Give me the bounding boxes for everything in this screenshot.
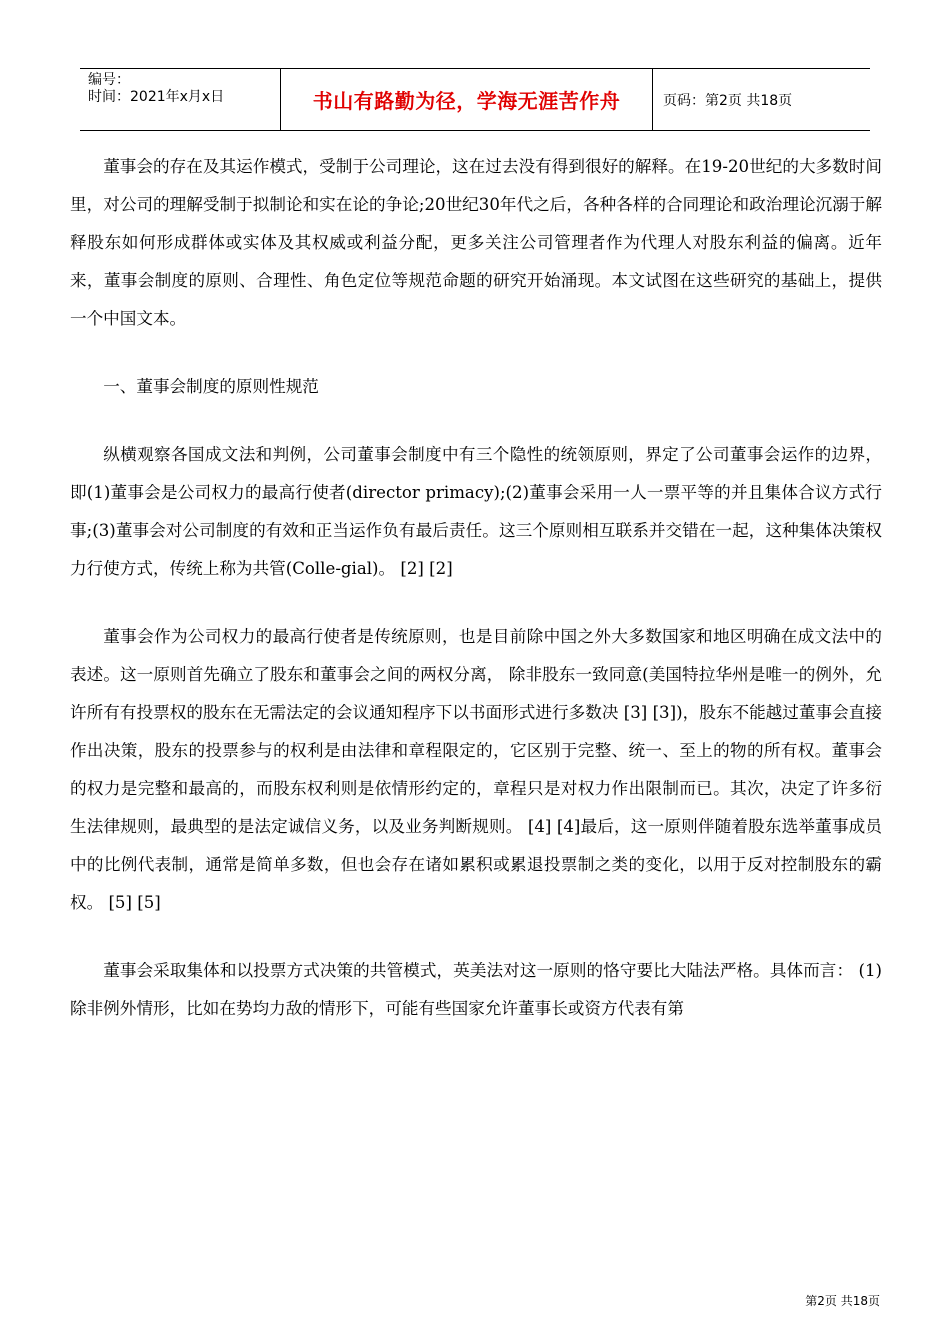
header-motto: 书山有路勤为径，学海无涯苦作舟 <box>281 69 653 130</box>
header-meta-cell <box>80 69 281 130</box>
body-paragraph: 纵横观察各国成文法和判例，公司董事会制度中有三个隐性的统领原则，界定了公司董事会运作的边界，即(1)董事会是公司权力的最高行使者(director primacy);(2)董事会采用一人一票平等的并且集体合议方式行事;(3)董事会对公司制度的有效和正当运作负有最后责任。这三个原则相互联系并交错在一起，这种集体决策权力行使方式，传统上称为共管(Colle-gial)。 [2] [2] <box>70 445 882 578</box>
document-time-label: 时间：2021年x月x日 <box>88 89 225 105</box>
section-heading: 一、董事会制度的原则性规范 <box>103 377 319 396</box>
body-paragraph: 董事会作为公司权力的最高行使者是传统原则，也是目前除中国之外大多数国家和地区明确在成文法中的表述。这一原则首先确立了股东和董事会之间的两权分离， 除非股东一致同意(美国特拉华州是唯一的例外，允许所有有投票权的股东在无需法定的会议通知程序下以书面形式进行多数决 [3] [3])，股东不能越过董事会直接作出决策，股东的投票参与的权利是由法律和章程限定的，它区别于完整、统一、至上的物的所有权。董事会的权力是完整和最高的，而股东权利则是依情形约定的，章程只是对权力作出限制而已。其次，决定了许多衍生法律规则，最典型的是法定诚信义务，以及业务判断规则。 [4] [4]最后，这一原则伴随着股东选举董事成员中的比例代表制，通常是简单多数，但也会存在诸如累积或累退投票制之类的变化，以用于反对控制股东的霸权。 [5] [5] <box>70 627 882 912</box>
document-number-label: 编号： <box>88 72 130 88</box>
header-page-info: 页码：第2页 共18页 <box>663 92 793 109</box>
page-footer: 第2页 共18页 <box>805 1294 880 1308</box>
body-paragraph: 董事会采取集体和以投票方式决策的共管模式，英美法对这一原则的恪守要比大陆法严格。具体而言： (1)除非例外情形，比如在势均力敌的情形下，可能有些国家允许董事长或资方代表有第 <box>70 961 882 1018</box>
document-body <box>70 148 882 1058</box>
body-paragraph: 董事会的存在及其运作模式，受制于公司理论，这在过去没有得到很好的解释。在19-20世纪的大多数时间里，对公司的理解受制于拟制论和实在论的争论;20世纪30年代之后，各种各样的合同理论和政治理论沉溺于解释股东如何形成群体或实体及其权威或利益分配，更多关注公司管理者作为代理人对股东利益的偏离。近年来，董事会制度的原则、合理性、角色定位等规范命题的研究开始涌现。本文试图在这些研究的基础上，提供一个中国文本。 <box>70 157 882 328</box>
document-header <box>80 68 870 131</box>
